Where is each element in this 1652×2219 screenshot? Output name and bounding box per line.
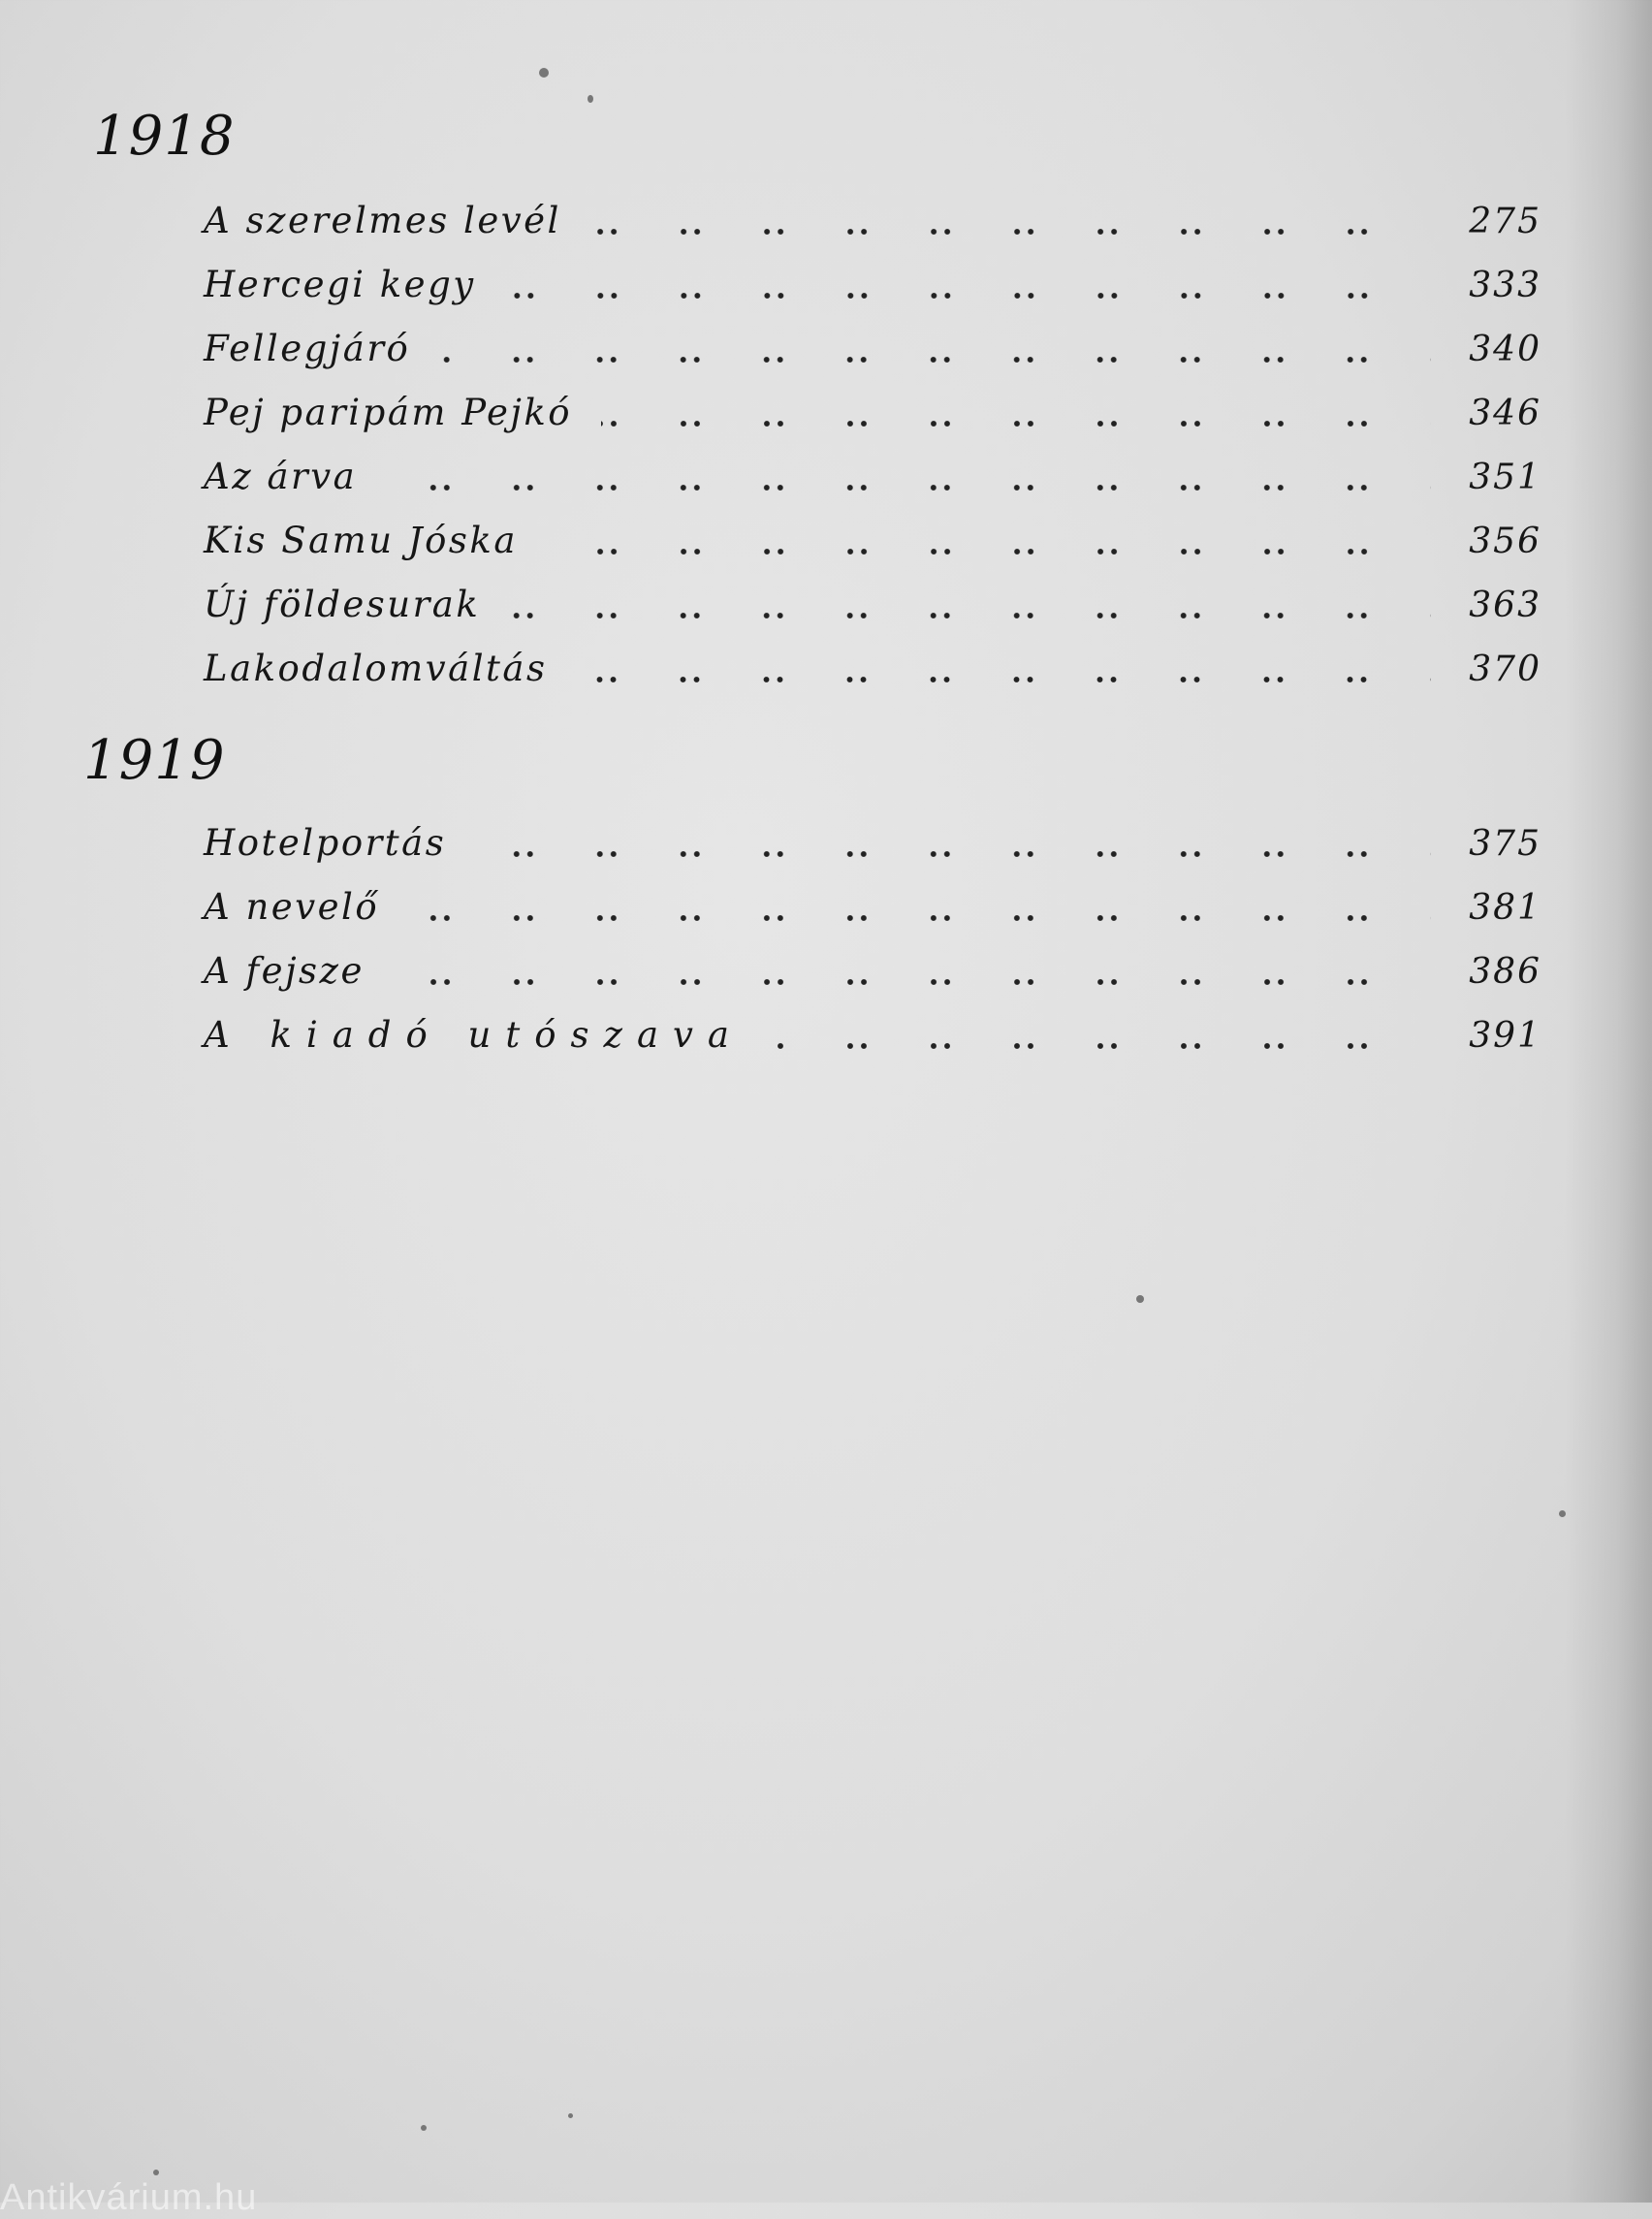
dot-leader bbox=[439, 337, 1431, 366]
toc-entry bbox=[204, 456, 1541, 504]
toc-entry-title: A nevelő bbox=[204, 886, 380, 928]
toc-entry-page: 375 bbox=[1469, 824, 1541, 864]
dot-leader bbox=[576, 657, 1431, 686]
toc-entry-page: 333 bbox=[1469, 266, 1541, 305]
paper-speck bbox=[1559, 1510, 1566, 1517]
toc-entry bbox=[204, 392, 1541, 440]
watermark: Antikvárium.hu bbox=[0, 2177, 258, 2218]
toc-entry-page: 356 bbox=[1469, 522, 1541, 561]
toc-entry bbox=[204, 200, 1541, 248]
toc-entry-title: Pej paripám Pejkó bbox=[204, 392, 573, 433]
paper-speck bbox=[539, 68, 549, 78]
toc-entry-title: Hotelportás bbox=[204, 822, 447, 864]
toc-entry-page: 351 bbox=[1469, 458, 1541, 497]
page-shadow bbox=[1565, 0, 1652, 2203]
dot-leader bbox=[408, 896, 1431, 925]
toc-entry-title: A kiadó utószava bbox=[204, 1014, 744, 1056]
toc-entry bbox=[204, 264, 1541, 312]
dot-leader bbox=[394, 960, 1431, 989]
toc-entry bbox=[204, 328, 1541, 376]
paper-speck bbox=[1136, 1295, 1144, 1303]
dot-leader bbox=[505, 273, 1431, 302]
dot-leader bbox=[509, 593, 1431, 622]
toc-entry-page: 363 bbox=[1469, 586, 1541, 625]
paper-speck bbox=[588, 95, 593, 103]
toc-entry-title: Kis Samu Jóska bbox=[204, 520, 518, 561]
toc-entry-page: 370 bbox=[1469, 650, 1541, 689]
toc-entry-page: 340 bbox=[1469, 330, 1541, 369]
toc-entry-title: A szerelmes levél bbox=[204, 200, 561, 241]
toc-entry-title: A fejsze bbox=[204, 950, 365, 992]
dot-leader bbox=[386, 465, 1431, 494]
dot-leader bbox=[475, 832, 1431, 861]
paper-speck bbox=[568, 2113, 573, 2118]
toc-entry bbox=[204, 520, 1541, 568]
toc-entry-title: Lakodalomváltás bbox=[204, 648, 548, 689]
dot-leader bbox=[547, 529, 1431, 558]
year-heading-1919: 1919 bbox=[83, 729, 226, 792]
toc-entry-title: Fellegjáró bbox=[204, 328, 411, 369]
toc-entry-title: Új földesurak bbox=[204, 584, 481, 625]
toc-entry-page: 275 bbox=[1469, 202, 1541, 241]
toc-entry bbox=[204, 822, 1541, 871]
toc-entry bbox=[204, 1014, 1541, 1062]
toc-entry-page: 391 bbox=[1469, 1016, 1541, 1056]
toc-entry-page: 386 bbox=[1469, 952, 1541, 992]
toc-entry bbox=[204, 950, 1541, 999]
toc-entry bbox=[204, 886, 1541, 935]
toc-entry-title: Az árva bbox=[204, 456, 358, 497]
toc-entry-title: Hercegi kegy bbox=[204, 264, 476, 305]
dot-leader bbox=[590, 209, 1431, 238]
paper-speck bbox=[153, 2170, 159, 2175]
toc-entry bbox=[204, 584, 1541, 632]
toc-entry-page: 381 bbox=[1469, 888, 1541, 928]
paper-speck bbox=[421, 2125, 427, 2131]
toc-entry bbox=[204, 648, 1541, 696]
dot-leader bbox=[601, 401, 1431, 430]
toc-entry-page: 346 bbox=[1469, 394, 1541, 433]
dot-leader bbox=[773, 1024, 1431, 1053]
year-heading-1918: 1918 bbox=[93, 105, 236, 168]
